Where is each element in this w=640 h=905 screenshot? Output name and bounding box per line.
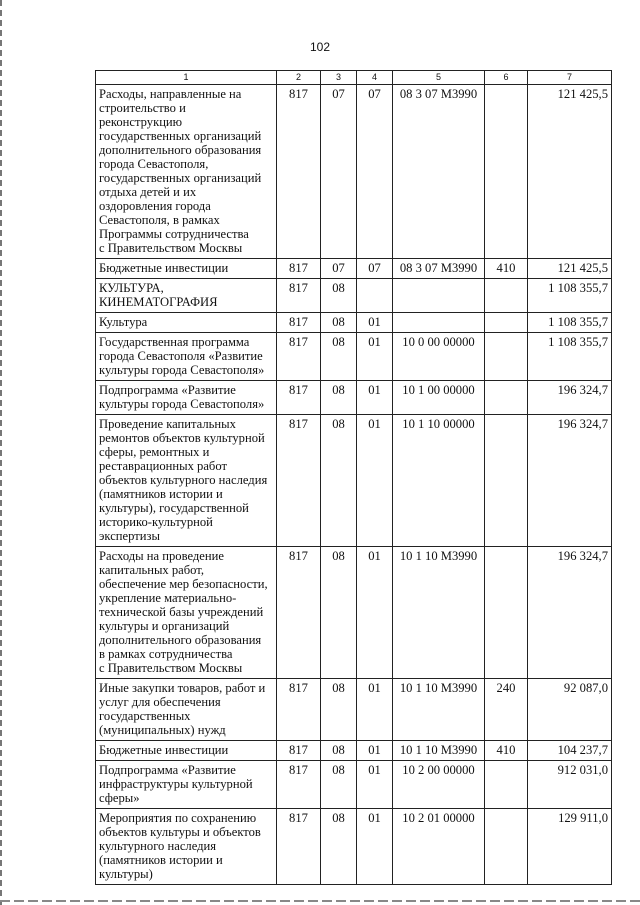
header-col-7: 7 [528, 71, 612, 85]
row-name: Подпрограмма «Развитие инфраструктуры культурной сферы» [96, 761, 277, 809]
row-admin-code: 817 [277, 313, 321, 333]
header-col-4: 4 [357, 71, 393, 85]
row-admin-code: 817 [277, 547, 321, 679]
row-admin-code: 817 [277, 381, 321, 415]
row-target-article: 08 3 07 М3990 [393, 85, 485, 259]
row-expense-type [485, 547, 528, 679]
row-name: Мероприятия по сохранению объектов культуры и объектов культурного наследия (памятников истории и культуры) [96, 809, 277, 885]
row-expense-type: 410 [485, 741, 528, 761]
row-target-article: 10 2 01 00000 [393, 809, 485, 885]
row-expense-type [485, 761, 528, 809]
row-expense-type [485, 333, 528, 381]
row-subsection: 01 [357, 741, 393, 761]
table-row [96, 313, 612, 333]
row-name: Культура [96, 313, 277, 333]
row-amount: 196 324,7 [528, 381, 612, 415]
row-admin-code: 817 [277, 259, 321, 279]
row-name: Расходы на проведение капитальных работ, обеспечение мер безопасности, укрепление материально- технической базы учреждений культуры и организаций дополнительного образования в рамках сотрудничества с Правительством Москвы [96, 547, 277, 679]
row-target-article: 08 3 07 М3990 [393, 259, 485, 279]
row-admin-code: 817 [277, 741, 321, 761]
row-subsection: 01 [357, 333, 393, 381]
row-name: Бюджетные инвестиции [96, 741, 277, 761]
row-section: 08 [321, 809, 357, 885]
row-amount: 121 425,5 [528, 85, 612, 259]
row-subsection: 07 [357, 85, 393, 259]
row-expense-type [485, 279, 528, 313]
table-row [96, 547, 612, 679]
header-col-2: 2 [277, 71, 321, 85]
row-section: 08 [321, 313, 357, 333]
row-target-article: 10 1 10 М3990 [393, 741, 485, 761]
table-row [96, 761, 612, 809]
row-target-article: 10 1 10 М3990 [393, 547, 485, 679]
table-row [96, 741, 612, 761]
row-name: Расходы, направленные на строительство и реконструкцию государственных организаций дополнительного образования города Севастополя, государственных организаций отдыха детей и их оздоровления города Севастополя, в рамках Программы сотрудничества с Правительством Москвы [96, 85, 277, 259]
row-expense-type [485, 809, 528, 885]
row-section: 08 [321, 741, 357, 761]
row-subsection: 01 [357, 761, 393, 809]
row-section: 07 [321, 85, 357, 259]
row-admin-code: 817 [277, 809, 321, 885]
row-target-article [393, 279, 485, 313]
row-amount: 104 237,7 [528, 741, 612, 761]
row-name: Бюджетные инвестиции [96, 259, 277, 279]
row-section: 07 [321, 259, 357, 279]
header-col-5: 5 [393, 71, 485, 85]
row-amount: 196 324,7 [528, 415, 612, 547]
row-name: КУЛЬТУРА, КИНЕМАТОГРАФИЯ [96, 279, 277, 313]
row-name: Государственная программа города Севастополя «Развитие культуры города Севастополя» [96, 333, 277, 381]
header-row [96, 71, 612, 85]
row-amount: 196 324,7 [528, 547, 612, 679]
table-row [96, 679, 612, 741]
row-section: 08 [321, 415, 357, 547]
row-subsection: 01 [357, 313, 393, 333]
row-expense-type [485, 313, 528, 333]
row-admin-code: 817 [277, 333, 321, 381]
header-col-6: 6 [485, 71, 528, 85]
row-subsection: 07 [357, 259, 393, 279]
row-expense-type [485, 85, 528, 259]
row-section: 08 [321, 547, 357, 679]
row-admin-code: 817 [277, 415, 321, 547]
row-admin-code: 817 [277, 85, 321, 259]
row-subsection: 01 [357, 679, 393, 741]
row-amount: 1 108 355,7 [528, 313, 612, 333]
row-expense-type: 240 [485, 679, 528, 741]
table-row [96, 809, 612, 885]
row-subsection: 01 [357, 547, 393, 679]
table-row [96, 259, 612, 279]
table-row [96, 85, 612, 259]
row-target-article: 10 2 00 00000 [393, 761, 485, 809]
row-amount: 129 911,0 [528, 809, 612, 885]
table-row [96, 381, 612, 415]
row-amount: 1 108 355,7 [528, 279, 612, 313]
row-admin-code: 817 [277, 279, 321, 313]
page-number: 102 [309, 40, 331, 54]
header-col-3: 3 [321, 71, 357, 85]
row-name: Проведение капитальных ремонтов объектов культурной сферы, ремонтных и реставрационных работ объектов культурного наследия (памятников истории и культуры), государственной историко-культурной экспертизы [96, 415, 277, 547]
row-expense-type: 410 [485, 259, 528, 279]
row-subsection: 01 [357, 809, 393, 885]
row-subsection [357, 279, 393, 313]
row-target-article: 10 1 10 00000 [393, 415, 485, 547]
row-expense-type [485, 381, 528, 415]
row-amount: 1 108 355,7 [528, 333, 612, 381]
row-admin-code: 817 [277, 761, 321, 809]
row-target-article: 10 0 00 00000 [393, 333, 485, 381]
table-row [96, 415, 612, 547]
row-subsection: 01 [357, 381, 393, 415]
row-section: 08 [321, 761, 357, 809]
row-section: 08 [321, 279, 357, 313]
row-amount: 121 425,5 [528, 259, 612, 279]
row-expense-type [485, 415, 528, 547]
row-target-article [393, 313, 485, 333]
row-target-article: 10 1 00 00000 [393, 381, 485, 415]
budget-table [95, 70, 612, 885]
row-name: Иные закупки товаров, работ и услуг для обеспечения государственных (муниципальных) нужд [96, 679, 277, 741]
row-section: 08 [321, 381, 357, 415]
row-subsection: 01 [357, 415, 393, 547]
row-name: Подпрограмма «Развитие культуры города Севастополя» [96, 381, 277, 415]
table-row [96, 279, 612, 313]
header-col-1: 1 [96, 71, 277, 85]
row-amount: 912 031,0 [528, 761, 612, 809]
table-row [96, 333, 612, 381]
left-margin-dashes [0, 0, 2, 905]
row-target-article: 10 1 10 М3990 [393, 679, 485, 741]
row-admin-code: 817 [277, 679, 321, 741]
row-section: 08 [321, 679, 357, 741]
row-amount: 92 087,0 [528, 679, 612, 741]
row-section: 08 [321, 333, 357, 381]
bottom-edge-line [0, 900, 640, 902]
